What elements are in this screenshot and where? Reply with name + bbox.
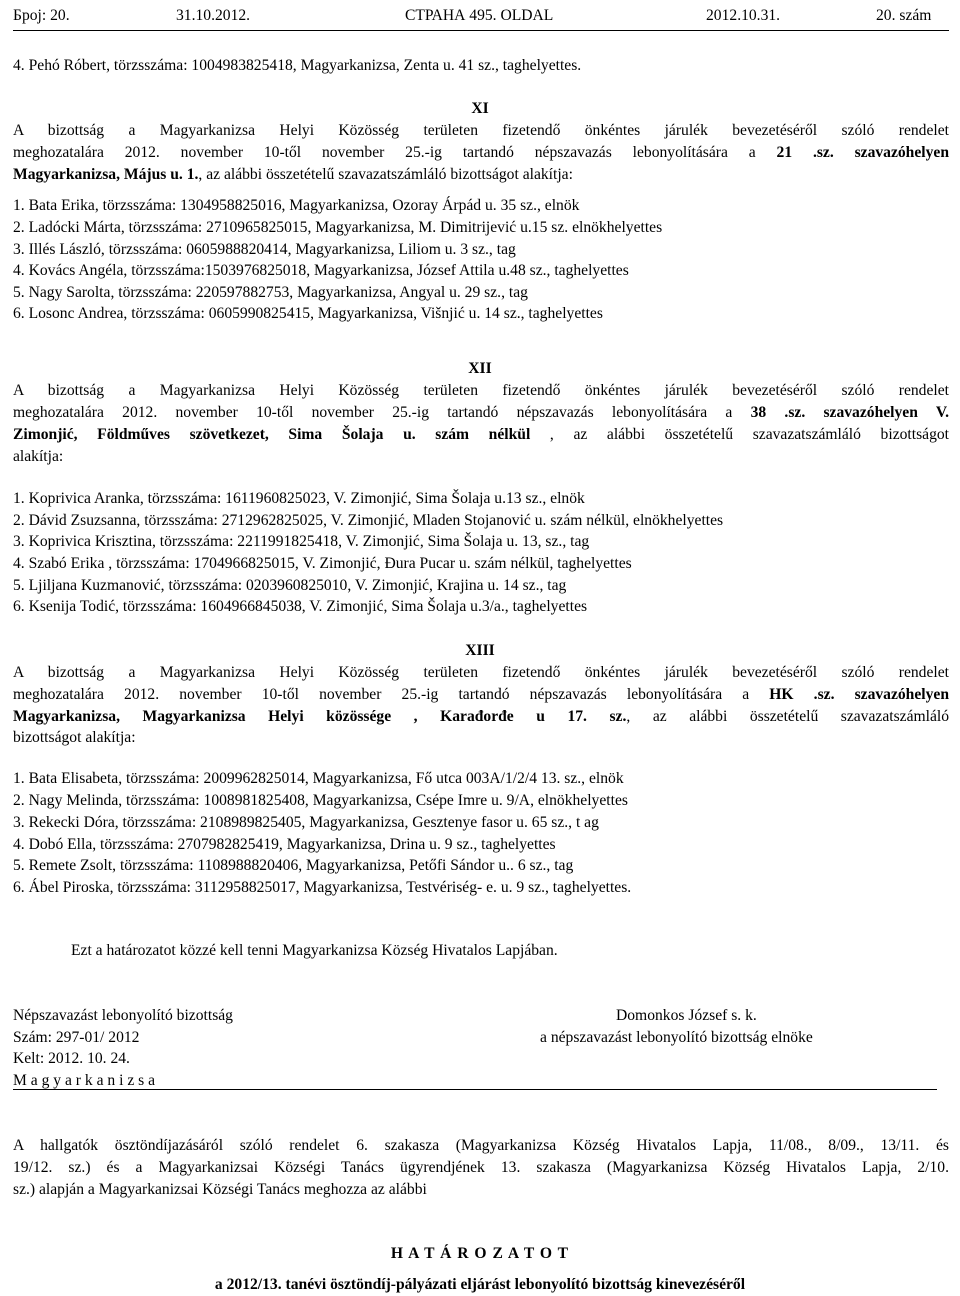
header-date-1: 31.10.2012. (176, 7, 251, 24)
section-xi-number: XI (471, 100, 489, 117)
section-xi-para-line-1: A bizottság a Magyarkanizsa Helyi Közösség területen fizetendő önkéntes járulék bevezetéséről szóló rendelet (13, 122, 949, 139)
section-xiii-para-line-4: bizottságot alakítja: (13, 729, 136, 746)
section-xiii-para-line-3: Magyarkanizsa, Magyarkanizsa Helyi közössége , Karađorđe u 17. sz., az alábbi összetételű szavazatszámláló (13, 708, 949, 725)
publish-note: Ezt a határozatot közzé kell tenni Magyarkanizsa Község Hivatalos Lapjában. (71, 942, 558, 959)
list-item: 2. Ladócki Márta, törzsszáma: 2710965825015, Magyarkanizsa, M. Dimitrijević u.15 sz. elnökhelyettes (13, 219, 663, 236)
section-xii-para-line-4: alakítja: (13, 448, 64, 465)
list-item: 6. Losonc Andrea, törzsszáma: 0605990825415, Magyarkanizsa, Višnjić u. 14 sz., taghelyettes (13, 305, 603, 322)
header-issue-number: 20. szám (876, 7, 932, 24)
section-xii-para-line-1: A bizottság a Magyarkanizsa Helyi Közösség területen fizetendő önkéntes járulék bevezetéséről szóló rendelet (13, 382, 949, 399)
header-broj: Број: 20. (13, 7, 70, 24)
list-item: 4. Dobó Ella, törzsszáma: 2707982825419, Magyarkanizsa, Drina u. 9 sz., taghelyettes (13, 836, 556, 853)
list-item: 1. Bata Elisabeta, törzsszáma: 2009962825014, Magyarkanizsa, Fő utca 003A/1/2/4 13. sz., elnök (13, 770, 624, 787)
list-item: 6. Ábel Piroska, törzsszáma: 3112958825017, Magyarkanizsa, Testvériség- e. u. 9 sz., taghelyettes. (13, 879, 632, 896)
list-item: 4. Kovács Angéla, törzsszáma:1503976825018, Magyarkanizsa, József Attila u.48 sz., taghelyettes (13, 262, 629, 279)
list-item: 2. Nagy Melinda, törzsszáma: 1008981825408, Magyarkanizsa, Csépe Imre u. 9/A, elnökhelyettes (13, 792, 628, 809)
section-xiii-para-line-1: A bizottság a Magyarkanizsa Helyi Közösség területen fizetendő önkéntes járulék bevezetéséről szóló rendelet (13, 664, 949, 681)
signatory-name: Domonkos József s. k. (616, 1007, 757, 1024)
section-xii-number: XII (468, 360, 492, 377)
document-number: Szám: 297-01/ 2012 (13, 1029, 140, 1046)
list-item: 3. Rekecki Dóra, törzsszáma: 2108989825405, Magyarkanizsa, Gesztenye fasor u. 65 sz., t ag (13, 814, 599, 831)
document-place: M a g y a r k a n i z s a (13, 1072, 156, 1089)
resolution-heading: H A T Á R O Z A T O T (390, 1245, 570, 1262)
signature-rule (13, 1089, 937, 1090)
list-item: 5. Remete Zsolt, törzsszáma: 1108988820406, Magyarkanizsa, Petőfi Sándor u.. 6 sz., tag (13, 857, 574, 874)
resolution-subheading: a 2012/13. tanévi ösztöndíj-pályázati eljárást lebonyolító bizottság kinevezéséről (214, 1276, 746, 1293)
list-item: 1. Koprivica Aranka, törzsszáma: 1611960825023, V. Zimonjić, Sima Šolaja u.13 sz., elnök (13, 490, 585, 507)
section-xii-para-line-3: Zimonjić, Földműves szövetkezet, Sima Šolaja u. szám nélkül , az alábbi összetételű szavazatszámláló bizottságot (13, 426, 949, 443)
list-item: 6. Ksenija Todić, törzsszáma: 1604966845038, V. Zimonjić, Sima Šolaja u.3/a., taghelyettes (13, 598, 588, 615)
list-item: 5. Ljiljana Kuzmanović, törzsszáma: 0203960825010, V. Zimonjić, Krajina u. 14 sz., tag (13, 577, 567, 594)
signatory-title: a népszavazást lebonyolító bizottság elnöke (540, 1029, 813, 1046)
header-date-2: 2012.10.31. (706, 7, 781, 24)
list-item: 4. Szabó Erika , törzsszáma: 1704966825015, V. Zimonjić, Đura Pucar u. szám nélkül, taghelyettes (13, 555, 632, 572)
header-rule (13, 30, 949, 31)
next-doc-line-3: sz.) alapján a Magyarkanizsai Községi Tanács meghozza az alábbi (13, 1181, 427, 1198)
section-xi-para-line-3: Magyarkanizsa, Május u. 1., az alábbi összetételű szavazatszámláló bizottságot alakítja: (13, 166, 573, 183)
page-header (0, 5, 960, 27)
list-item: 3. Koprivica Krisztina, törzsszáma: 2211991825418, V. Zimonjić, Sima Šolaja u. 13, sz., tag (13, 533, 590, 550)
list-item: 3. Illés László, törzsszáma: 0605988820414, Magyarkanizsa, Liliom u. 3 sz., tag (13, 241, 516, 258)
section-xiii-number: XIII (465, 642, 495, 659)
next-doc-line-2: 19/12. sz.) és a Magyarkanizsai Községi Tanács ügyrendjének 13. szakasza (Magyarkanizsa Község Hivatalos Lapja, 2/10. (13, 1159, 949, 1176)
committee-name: Népszavazást lebonyolító bizottság (13, 1007, 233, 1024)
section-xi-para-line-2: meghozatalára 2012. november 10-től november 25.-ig tartandó népszavazás lebonyolítására a 21 .sz. szavazóhelyen (13, 144, 949, 161)
list-item: 5. Nagy Sarolta, törzsszáma: 220597882753, Magyarkanizsa, Angyal u. 29 sz., tag (13, 284, 528, 301)
header-page-number: СТРАНА 495. OLDAL (405, 7, 554, 24)
section-xiii-para-line-2: meghozatalára 2012. november 10-től november 25.-ig tartandó népszavazás lebonyolítására a HK .sz. szavazóhelyen (13, 686, 949, 703)
list-item: 2. Dávid Zsuzsanna, törzsszáma: 2712962825025, V. Zimonjić, Mladen Stojanović u. szám nélkül, elnökhelyettes (13, 512, 724, 529)
next-doc-line-1: A hallgatók ösztöndíjazásáról szóló rendelet 6. szakasza (Magyarkanizsa Község Hivatalos Lapja, 11/08., 8/09., 13/11. és (13, 1137, 949, 1154)
document-date: Kelt: 2012. 10. 24. (13, 1050, 130, 1067)
list-item: 1. Bata Erika, törzsszáma: 1304958825016, Magyarkanizsa, Ozoray Árpád u. 35 sz., elnök (13, 197, 580, 214)
intro-line: 4. Pehó Róbert, törzsszáma: 1004983825418, Magyarkanizsa, Zenta u. 41 sz., taghelyettes. (13, 57, 582, 74)
section-xii-para-line-2: meghozatalára 2012. november 10-től november 25.-ig tartandó népszavazás lebonyolítására a 38 .sz. szavazóhelyen V. (13, 404, 950, 421)
